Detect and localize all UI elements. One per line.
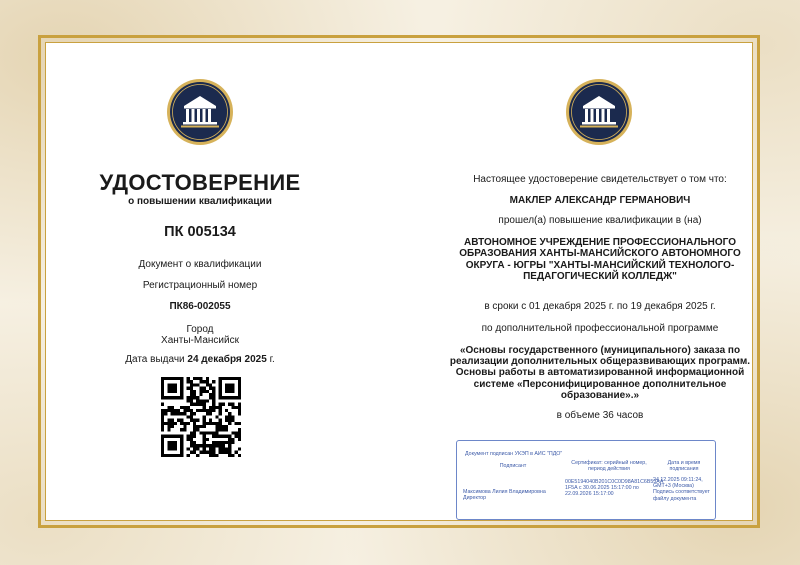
college-emblem-icon	[166, 78, 234, 146]
issue-date-label: Дата выдачи	[125, 354, 185, 365]
registration-number: ПК86-002055	[169, 301, 231, 312]
stamp-certificate: 00E5194040B201C0C0D98A81C6B53AA 1F5A с 30.06.2025 15:17:00 по 22.09.2026 15:17:00	[565, 479, 664, 498]
city-block	[60, 324, 340, 346]
registration-label: Регистрационный номер	[142, 280, 258, 291]
certificate-title: УДОСТОВЕРЕНИЕ	[99, 170, 301, 195]
document-type: Документ о квалификации	[138, 259, 262, 270]
stamp-header-certificate: Сертификат: серийный номер, период действия	[571, 460, 647, 473]
issue-date-value: 24 декабря 2025	[187, 354, 267, 365]
passed-text: прошел(а) повышение квалификации в (на)	[498, 215, 702, 226]
program-name: «Основы государственного (муниципального) заказа по реализации дополнительных общеразвивающих программ. Основы работы в автоматизированной информационной системе «Персонифицированное дополнительное образование».»	[449, 345, 751, 401]
stamp-date: 24.12.2025 09:11:24, GMT+3 (Москва) Подпись соответствует файлу документа	[653, 477, 710, 502]
stamp-signer: Максимова Лилия Владимировна Директор	[463, 489, 546, 502]
city-label: Город	[186, 324, 214, 335]
city-value: Ханты-Мансийск	[161, 335, 239, 346]
training-period: в сроки с 01 декабря 2025 г. по 19 декабря 2025 г.	[484, 301, 716, 312]
issue-date-suffix: г.	[266, 354, 275, 365]
college-emblem-icon	[565, 78, 633, 146]
stamp-title: Документ подписан УКЭП в АИС "ПДО"	[465, 451, 563, 457]
qr-code-icon	[161, 377, 241, 457]
holder-name: МАКЛЕР АЛЕКСАНДР ГЕРМАНОВИЧ	[509, 195, 691, 206]
stamp-header-signer: Подписант	[499, 463, 527, 469]
stamp-header-date: Дата и время подписания	[667, 460, 701, 473]
digital-signature-stamp	[456, 440, 716, 520]
certificate-number: ПК 005134	[164, 224, 236, 240]
training-hours: в объеме 36 часов	[556, 410, 644, 421]
intro-text: Настоящее удостоверение свидетельствует о том что:	[473, 174, 727, 185]
program-label: по дополнительной профессиональной программе	[481, 323, 719, 334]
certificate-subtitle: о повышении квалификации	[128, 196, 272, 207]
organization-name: АВТОНОМНОЕ УЧРЕЖДЕНИЕ ПРОФЕССИОНАЛЬНОГО ОБРАЗОВАНИЯ ХАНТЫ-МАНСИЙСКОГО АВТОНОМНОГО ОКРУГА - ЮГРЫ "ХАНТЫ-МАНСИЙСКИЙ ТЕХНОЛОГО-ПЕДАГОГИЧЕСКИЙ КОЛЛЕДЖ"	[459, 237, 741, 282]
issue-date-line	[60, 354, 340, 365]
